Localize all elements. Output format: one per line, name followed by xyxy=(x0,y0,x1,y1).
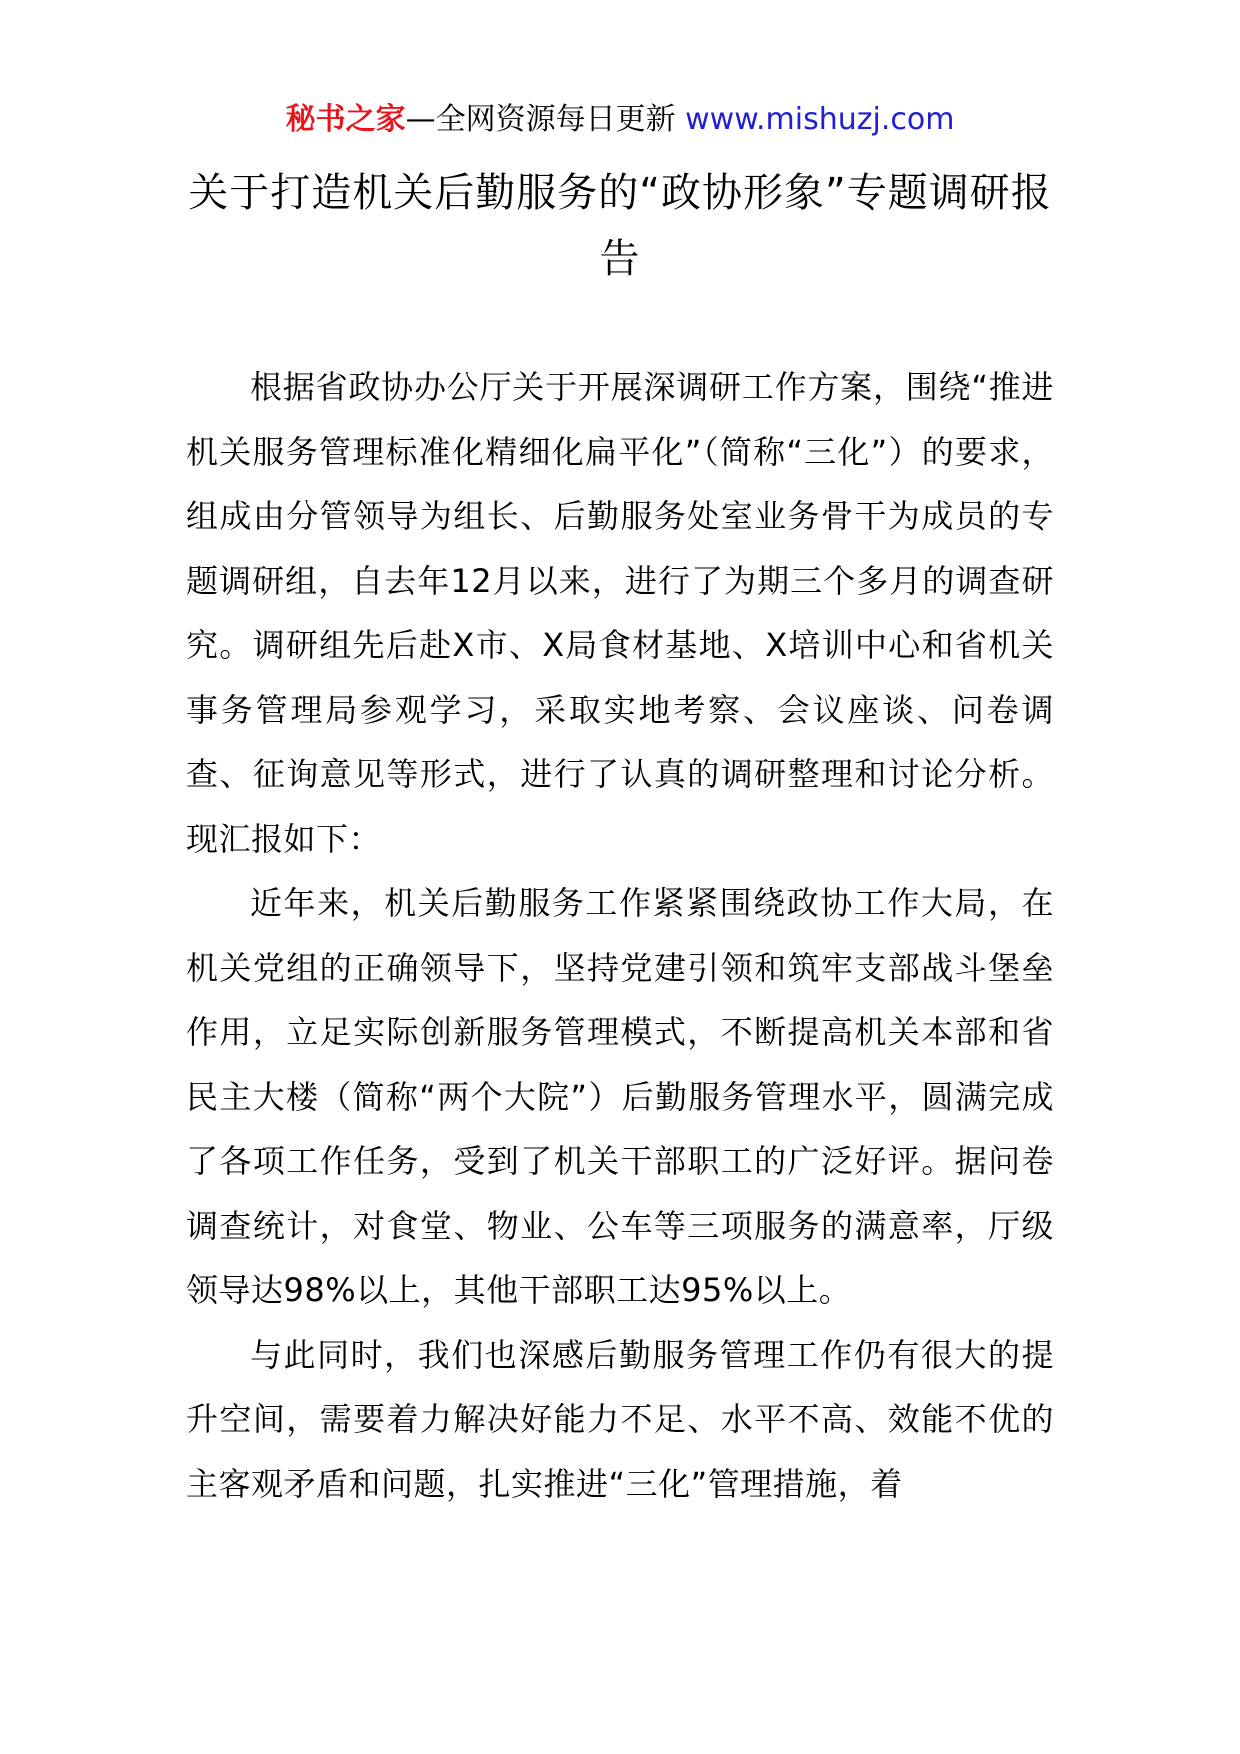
site-url-link[interactable]: www.mishuzj.com xyxy=(685,102,955,137)
paragraph: 近年来，机关后勤服务工作紧紧围绕政协工作大局，在机关党组的正确领导下，坚持党建引领和筑牢支部战斗堡垒作用，立足实际创新服务管理模式，不断提高机关本部和省民主大楼（简称“两个大院”）后勤服务管理水平，圆满完成了各项工作任务，受到了机关干部职工的广泛好评。据问卷调查统计，对食堂、物业、公车等三项服务的满意率，厅级领导达98%以上，其他干部职工达95%以上。 xyxy=(186,884,1054,1309)
header-tagline: —全网资源每日更新 xyxy=(405,102,686,137)
document-title: 关于打造机关后勤服务的“政协形象”专题调研报告 xyxy=(188,170,1052,282)
brand-name: 秘书之家 xyxy=(285,102,406,137)
paragraph: 根据省政协办公厅关于开展深调研工作方案，围绕“推进机关服务管理标准化精细化扁平化”（简称“三化”）的要求，组成由分管领导为组长、后勤服务处室业务骨干为成员的专题调研组，自去年12月以来，进行了为期三个多月的调查研究。调研组先后赴X市、X局食材基地、X培训中心和省机关事务管理局参观学习，采取实地考察、会议座谈、问卷调查、征询意见等形式，进行了认真的调研整理和讨论分析。现汇报如下： xyxy=(186,368,1054,858)
site-header xyxy=(0,98,1240,142)
document-body xyxy=(186,355,1054,1516)
paragraph: 与此同时，我们也深感后勤服务管理工作仍有很大的提升空间，需要着力解决好能力不足、水平不高、效能不优的主客观矛盾和问题，扎实推进“三化”管理措施，着 xyxy=(186,1335,1054,1503)
